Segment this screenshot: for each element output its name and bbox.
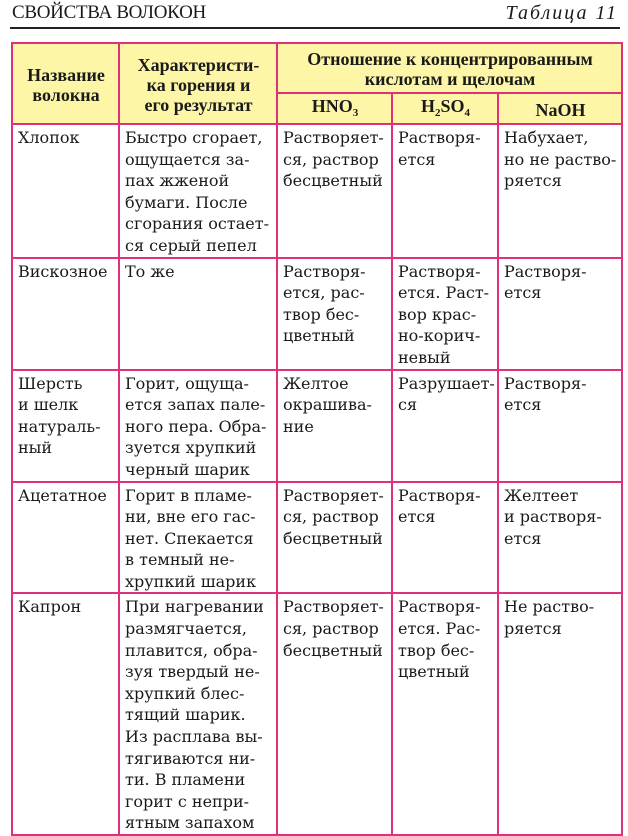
- cell-naoh: Растворя- ется: [498, 370, 622, 482]
- header-h2so4: $H_2SO_4$: [392, 93, 498, 124]
- cell-name: Шерсть и шелк натураль- ный: [12, 370, 119, 482]
- cell-burning: То же: [119, 258, 277, 370]
- header-naoh: NaOH: [498, 93, 622, 124]
- cell-hno3: Растворяет- ся, раствор бесцветный: [277, 124, 392, 258]
- cell-burning: Горит в пламе- ни, вне его гас- нет. Спекается в темный не- хрупкий шарик: [119, 482, 277, 594]
- table-row: [12, 258, 622, 370]
- cell-h2so4: Растворя- ется. Рас- твор бес- цветный: [392, 593, 498, 835]
- cell-burning: Горит, ощуща- ется запах пале- ного пера. Обра- зуется хрупкий черный шарик: [119, 370, 277, 482]
- fiber-properties-table: [11, 42, 623, 836]
- cell-hno3: Желтое окрашива- ние: [277, 370, 392, 482]
- table-label: Таблица 11: [505, 2, 618, 24]
- cell-burning: При нагревании размягчается, плавится, обра- зуя твердый не- хрупкий блес- тящий шарик. Из расплава вы- тягиваются ни- ти. В пламени горит с непри- ятным запахом: [119, 593, 277, 835]
- table-row: [12, 593, 622, 835]
- cell-naoh: Желтеет и растворя- ется: [498, 482, 622, 594]
- cell-name: Вискозное: [12, 258, 119, 370]
- cell-naoh: Растворя- ется: [498, 258, 622, 370]
- page-header: [10, 0, 620, 29]
- cell-hno3: Растворя- ется, рас- твор бес- цветный: [277, 258, 392, 370]
- cell-h2so4: Разрушает- ся: [392, 370, 498, 482]
- header-fiber-name: Название волокна: [12, 43, 119, 124]
- cell-h2so4: Растворя- ется: [392, 124, 498, 258]
- cell-h2so4: Растворя- ется. Раст- вор крас- но-корич- невый: [392, 258, 498, 370]
- cell-name: Ацетатное: [12, 482, 119, 594]
- header-hno3: $HNO_3$: [277, 93, 392, 124]
- table-row: [12, 370, 622, 482]
- section-title: СВОЙСТВА ВОЛОКОН: [12, 2, 206, 23]
- table-row: [12, 482, 622, 594]
- cell-hno3: Растворяет- ся, раствор бесцветный: [277, 482, 392, 594]
- cell-burning: Быстро сгорает, ощущается за- пах жженой бумаги. После сгорания остает- ся серый пепел: [119, 124, 277, 258]
- cell-h2so4: Растворя- ется: [392, 482, 498, 594]
- header-burning: Характеристи- ка горения и его результат: [119, 43, 277, 124]
- header-acid-alkali: Отношение к концентрированным кислотам и щелочам: [277, 43, 622, 93]
- cell-hno3: Растворяет- ся, раствор бесцветный: [277, 593, 392, 835]
- cell-name: Капрон: [12, 593, 119, 835]
- cell-name: Хлопок: [12, 124, 119, 258]
- table-row: [12, 124, 622, 258]
- cell-naoh: Не раство- ряется: [498, 593, 622, 835]
- cell-naoh: Набухает, но не раство- ряется: [498, 124, 622, 258]
